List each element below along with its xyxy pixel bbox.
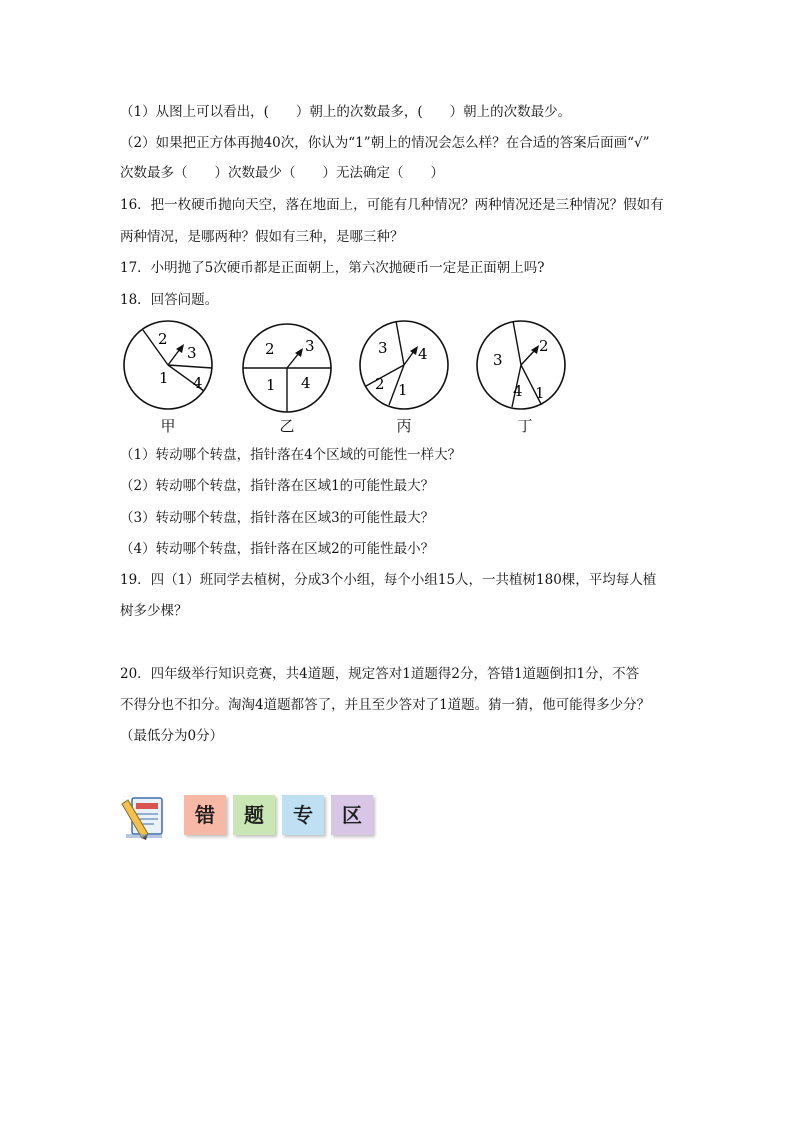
spinner-ding-region-label: 1 [535,384,545,402]
spinner-ding-label: 丁 [517,417,533,435]
spinner-jia-label: 甲 [160,417,176,435]
question-17: 17．小明抛了5次硬币都是正面朝上，第六次抛硬币一定是正面朝上吗? [120,260,545,276]
question-15-options: 次数最多（ ）次数最少（ ）无法确定（ ） [120,165,444,181]
spinner-jia-region-label: 2 [158,330,168,348]
question-18-title: 18．回答问题。 [120,292,219,308]
spinner-jia-region-label: 1 [159,369,169,387]
spinner-yi [241,322,333,435]
spinner-jia-region-label: 4 [193,374,203,392]
notebook-pencil-icon [118,794,168,840]
spinner-yi-label: 乙 [279,417,295,435]
spinner-ding [475,319,567,435]
error-zone-tile-zhuan: 专 [282,795,324,835]
spinner-jia [122,319,214,435]
spinner-yi-region-label: 2 [265,340,275,358]
spinner-yi-region-label: 4 [301,374,311,392]
question-20-line2: 不得分也不扣分。淘淘4道题都答了，并且至少答对了1道题。猜一猜，他可能得多少分？ [120,697,651,713]
question-16-line2: 两种情况，是哪两种？假如有三种，是哪三种？ [120,229,404,245]
question-15-part2: （2）如果把正方体再抛40次，你认为“1”朝上的情况会怎么样？在合适的答案后面画“√” [120,135,650,151]
question-18-sub3: （3）转动哪个转盘，指针落在区域3的可能性最大？ [120,510,435,526]
spinner-bing-label: 丙 [396,417,412,435]
question-18-sub1: （1）转动哪个转盘，指针落在4个区域的可能性一样大？ [120,447,462,463]
question-20-line1: 20．四年级举行知识竞赛，共4道题，规定答对1道题得2分，答错1道题倒扣1分，不答 [120,666,640,682]
spinner-ding-region-label: 2 [539,337,549,355]
spinner-yi-region-label: 1 [266,376,276,394]
spinner-bing-region-label: 2 [375,375,385,393]
spinner-jia-region-label: 3 [187,344,197,362]
error-zone-tile-cuo: 错 [184,795,226,835]
question-19-line2: 树多少棵？ [120,603,188,619]
spinner-ding-region-label: 3 [493,351,503,369]
question-20-line3: （最低分为0分） [120,728,224,744]
spinner-bing-region-label: 1 [398,381,408,399]
spinner-bing-region-label: 3 [378,339,388,357]
question-15-part1: （1）从图上可以看出，( ）朝上的次数最多，( ）朝上的次数最少。 [120,104,572,120]
spinner-bing-region-label: 4 [418,345,428,363]
question-16-line1: 16．把一枚硬币抛向天空，落在地面上，可能有几种情况？两种情况还是三种情况？假如有 [120,197,664,213]
error-zone-tile-qu: 区 [331,795,373,835]
error-zone-tile-ti: 题 [233,795,275,835]
error-zone-banner [118,790,418,840]
question-18-sub4: （4）转动哪个转盘，指针落在区域2的可能性最小？ [120,541,435,557]
question-19-line1: 19．四（1）班同学去植树，分成3个小组，每个小组15人，一共植树180棵，平均每人植 [120,572,657,588]
spinner-bing [358,319,450,435]
spinner-yi-region-label: 3 [305,337,315,355]
spinner-ding-region-label: 4 [513,382,523,400]
question-18-sub2: （2）转动哪个转盘，指针落在区域1的可能性最大？ [120,478,435,494]
